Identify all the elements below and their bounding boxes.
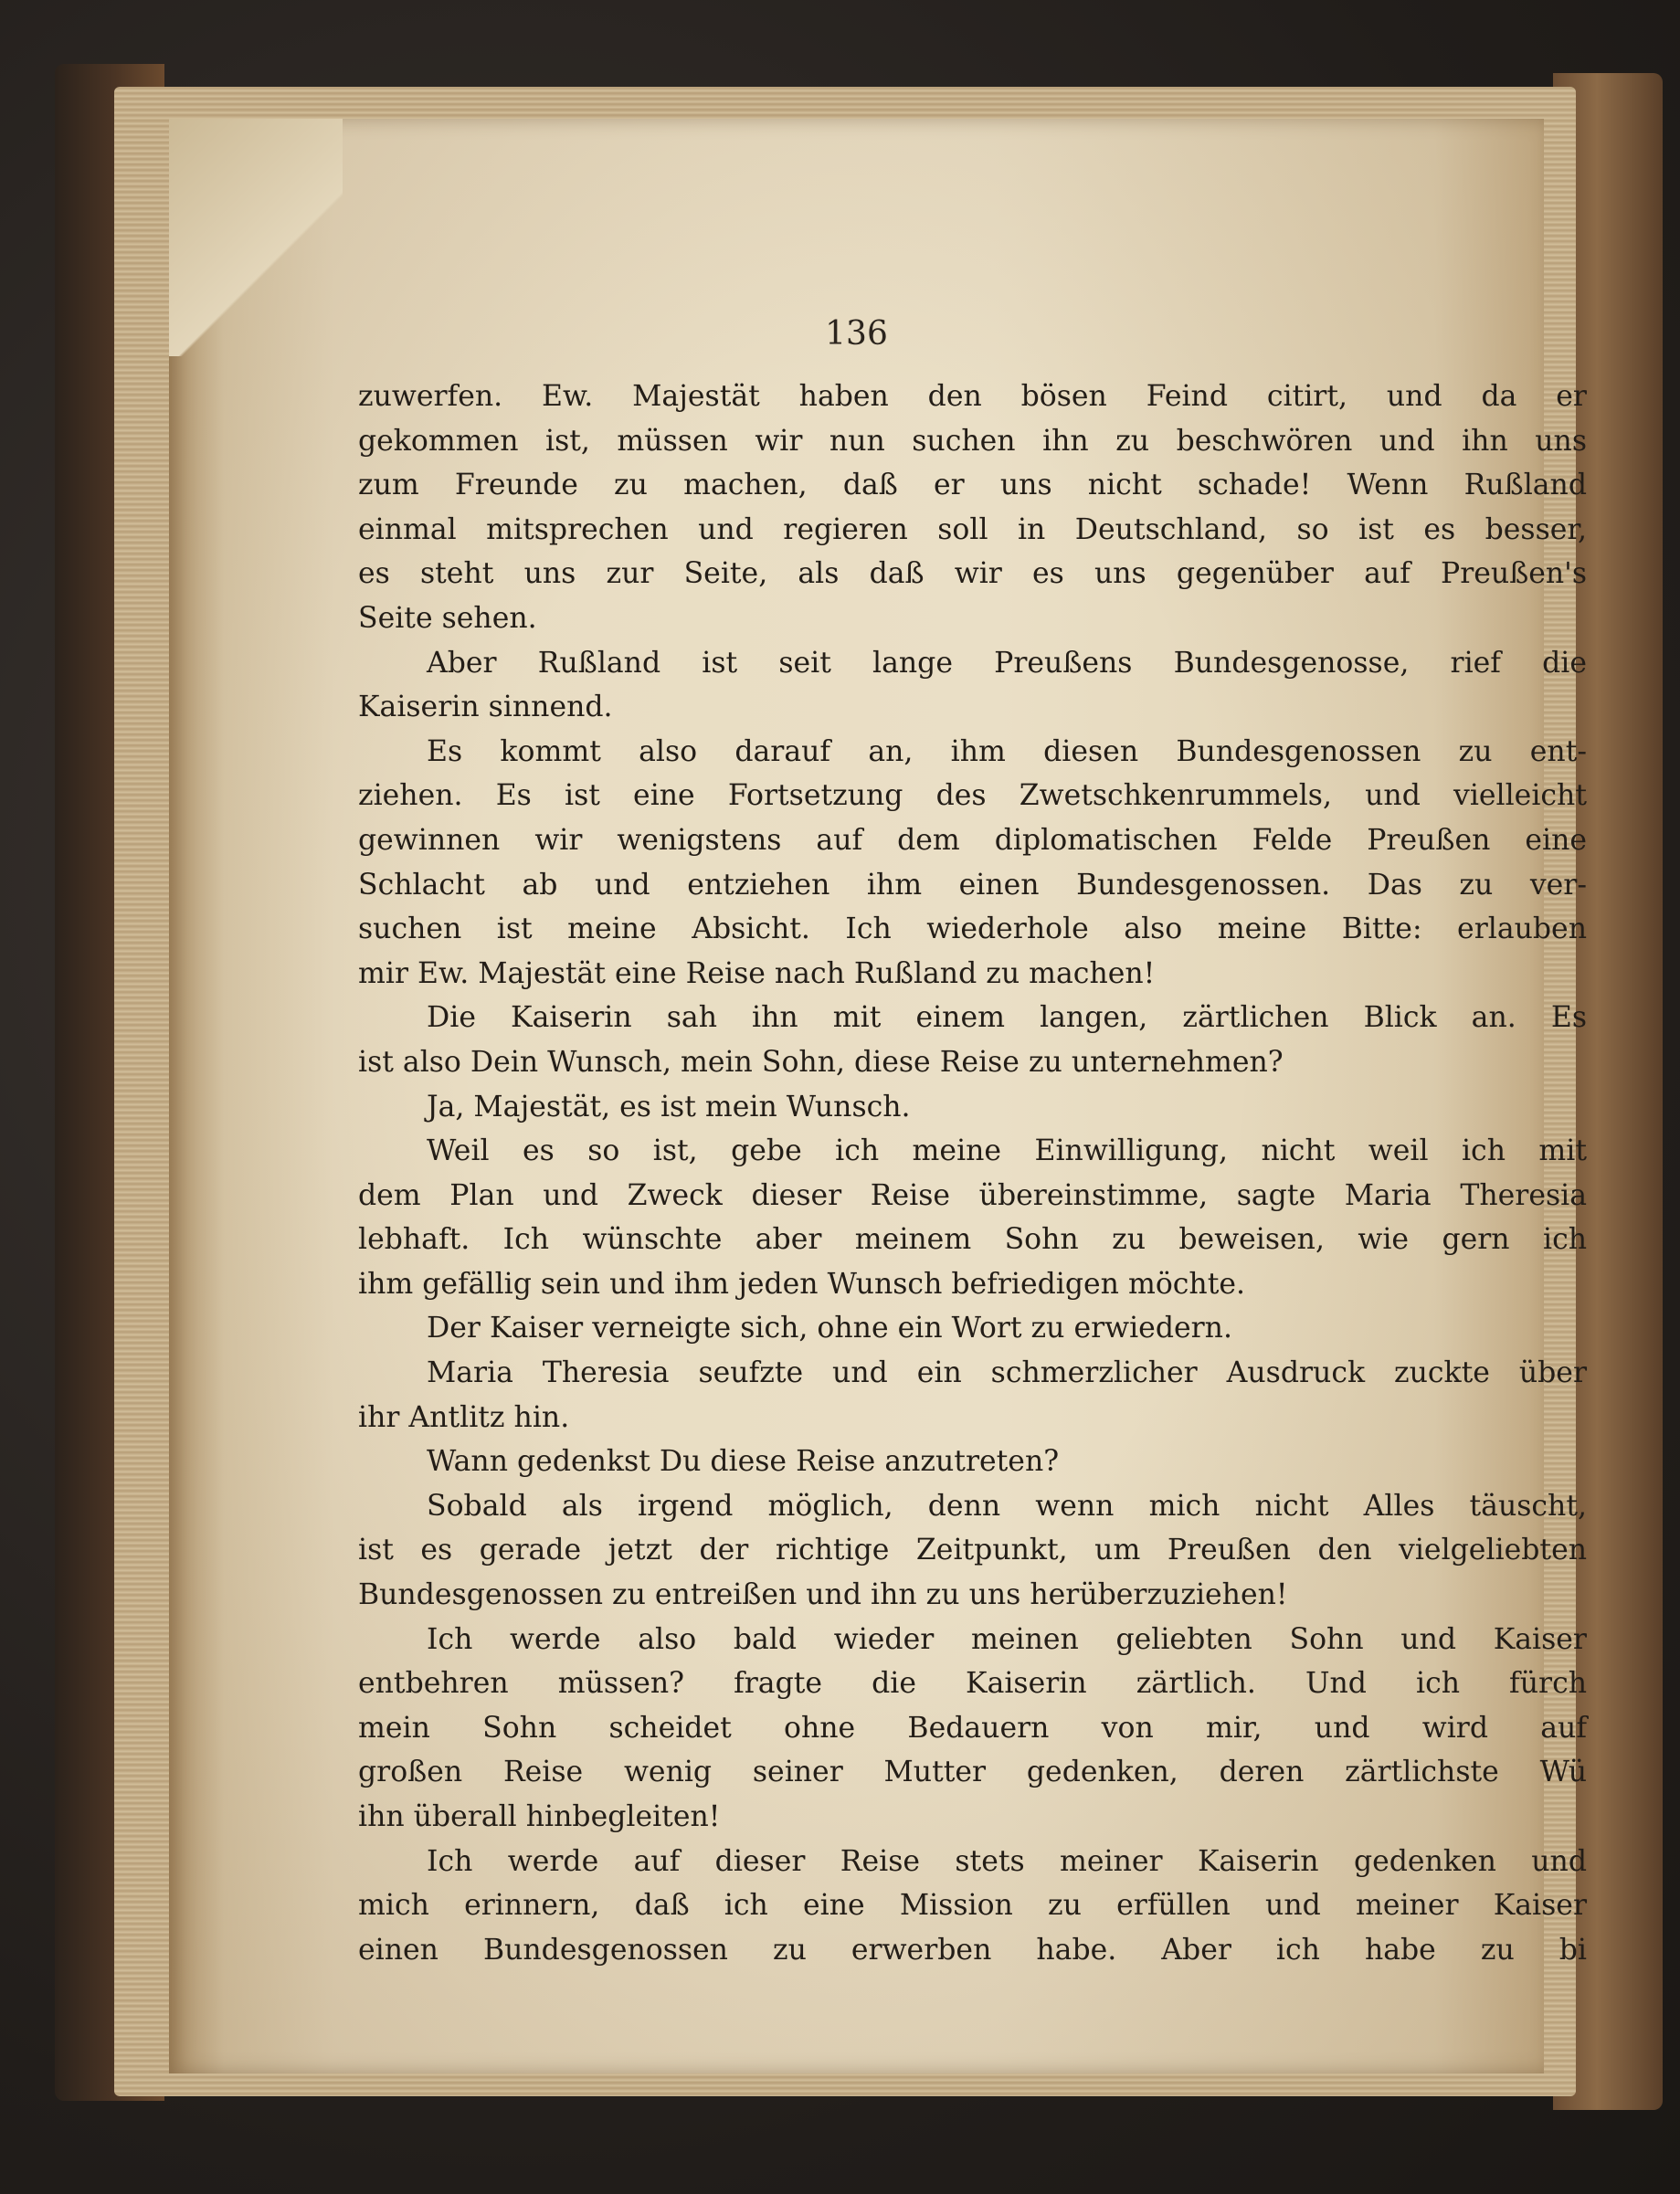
text-line: es steht uns zur Seite, als daß wir es uns gegenüber auf Preußen's: [358, 557, 1587, 591]
text-line: lebhaft. Ich wünschte aber meinem Sohn zu beweisen, wie gern ich: [358, 1223, 1587, 1257]
text-line: ihr Antlitz hin.: [358, 1400, 570, 1434]
text-line: großen Reise wenig seiner Mutter gedenken, deren zärtlichste Wü: [358, 1756, 1587, 1789]
text-line: Wann gedenkst Du diese Reise anzutreten?: [427, 1445, 1060, 1479]
text-line: gekommen ist, müssen wir nun suchen ihn zu beschwören und ihn uns: [358, 424, 1587, 458]
text-line: Weil es so ist, gebe ich meine Einwilligung, nicht weil ich mit: [427, 1134, 1587, 1168]
text-line: Die Kaiserin sah ihn mit einem langen, zärtlichen Blick an. Es: [427, 1001, 1587, 1035]
text-line: entbehren müssen? fragte die Kaiserin zärtlich. Und ich fürch: [358, 1667, 1587, 1701]
text-line: suchen ist meine Absicht. Ich wiederhole also meine Bitte: erlauben: [358, 912, 1587, 946]
text-line: Ja, Majestät, es ist mein Wunsch.: [427, 1090, 911, 1123]
text-line: gewinnen wir wenigstens auf dem diplomatischen Felde Preußen eine: [358, 823, 1587, 857]
text-line: ziehen. Es ist eine Fortsetzung des Zwetschkenrummels, und vielleicht: [358, 779, 1587, 813]
text-line: Aber Rußland ist seit lange Preußens Bundesgenosse, rief die: [427, 646, 1587, 680]
text-line: Ich werde auf dieser Reise stets meiner Kaiserin gedenken und: [427, 1844, 1587, 1878]
book-page: [169, 119, 1587, 2073]
text-line: Maria Theresia seufzte und ein schmerzlicher Ausdruck zuckte über: [427, 1356, 1587, 1390]
text-line: Bundesgenossen zu entreißen und ihn zu uns herüberzuziehen!: [358, 1578, 1288, 1612]
text-line: einen Bundesgenossen zu erwerben habe. Aber ich habe zu bi: [358, 1933, 1587, 1967]
text-line: Seite sehen.: [358, 601, 537, 635]
text-line: Ich werde also bald wieder meinen geliebten Sohn und Kaiser: [427, 1622, 1587, 1656]
text-line: Sobald als irgend möglich, denn wenn mich nicht Alles täuscht,: [427, 1489, 1587, 1523]
page-text: [358, 374, 1587, 1972]
text-line: ihm gefällig sein und ihm jeden Wunsch befriedigen möchte.: [358, 1267, 1246, 1301]
text-line: ist es gerade jetzt der richtige Zeitpunkt, um Preußen den vielgeliebten: [358, 1534, 1587, 1567]
text-line: zum Freunde zu machen, daß er uns nicht schade! Wenn Rußland: [358, 469, 1587, 502]
text-line: mir Ew. Majestät eine Reise nach Rußland zu machen!: [358, 956, 1156, 990]
text-line: Es kommt also darauf an, ihm diesen Bundesgenossen zu ent-: [427, 734, 1587, 768]
text-line: Der Kaiser verneigte sich, ohne ein Wort zu erwiedern.: [427, 1312, 1232, 1345]
text-line: Kaiserin sinnend.: [358, 691, 613, 724]
page-number: 136: [825, 315, 888, 353]
text-line: einmal mitsprechen und regieren soll in Deutschland, so ist es besser,: [358, 512, 1587, 546]
text-line: mein Sohn scheidet ohne Bedauern von mir, und wird auf: [358, 1711, 1587, 1745]
text-line: mich erinnern, daß ich eine Mission zu erfüllen und meiner Kaiser: [358, 1889, 1587, 1923]
text-line: dem Plan und Zweck dieser Reise übereinstimme, sagte Maria Theresia: [358, 1178, 1587, 1212]
text-line: Schlacht ab und entziehen ihm einen Bundesgenossen. Das zu ver-: [358, 868, 1587, 902]
text-line: zuwerfen. Ew. Majestät haben den bösen Feind citirt, und da er: [358, 380, 1587, 413]
text-line: ihn überall hinbegleiten!: [358, 1800, 721, 1833]
text-line: ist also Dein Wunsch, mein Sohn, diese Reise zu unternehmen?: [358, 1045, 1284, 1079]
